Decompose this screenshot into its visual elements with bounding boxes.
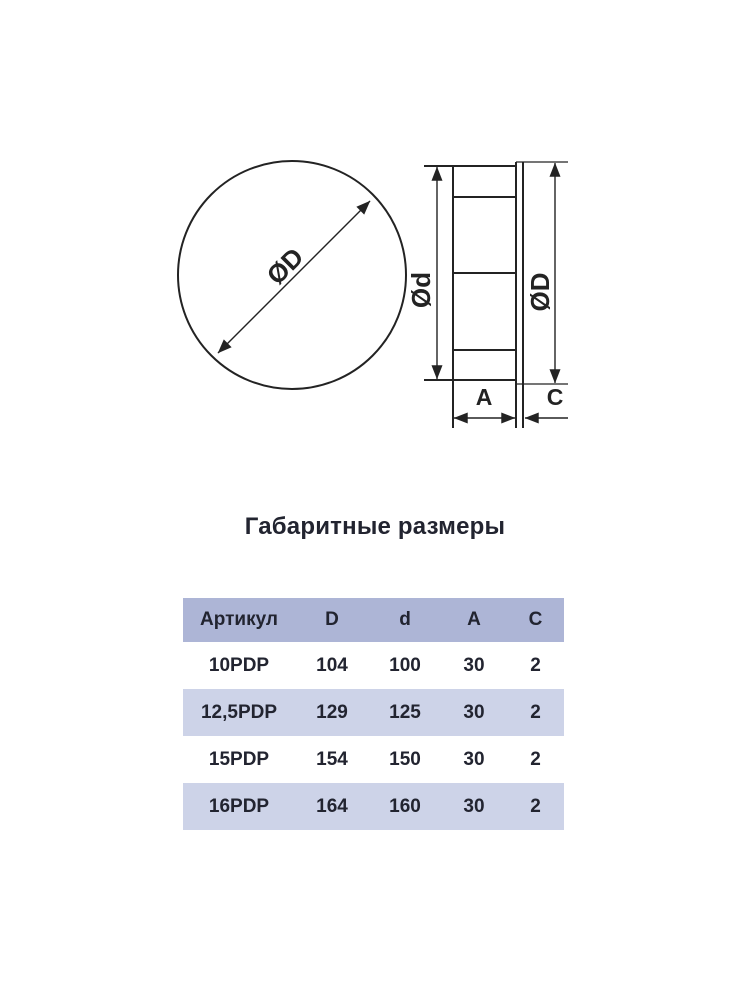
cell-C: 2: [530, 701, 541, 723]
cell-d: 125: [389, 701, 421, 723]
spec-table: [183, 598, 564, 830]
side-view: [406, 162, 568, 428]
cell-C: 2: [530, 795, 541, 817]
cell-d: 100: [389, 654, 421, 676]
col-header-A: A: [467, 609, 481, 630]
cell-A: 30: [463, 795, 485, 817]
col-header-d: d: [399, 609, 411, 630]
cell-D: 104: [316, 654, 348, 676]
table-header-row: [183, 598, 564, 642]
front-diameter-label: ØD: [260, 241, 310, 291]
col-header-D: D: [325, 609, 339, 630]
cell-D: 164: [316, 795, 348, 817]
dimension-drawing: [0, 0, 750, 470]
cell-article: 16PDP: [208, 795, 270, 817]
depth-label: A: [475, 384, 493, 410]
cell-d: 160: [389, 795, 421, 817]
col-header-article: Артикул: [200, 609, 278, 630]
outer-diameter-label: ØD: [525, 272, 555, 312]
table-row: [183, 689, 564, 736]
table-row: [183, 783, 564, 830]
cell-C: 2: [530, 654, 541, 676]
cell-A: 30: [463, 701, 485, 723]
col-header-C: C: [528, 609, 543, 630]
cell-D: 154: [316, 748, 348, 770]
cell-A: 30: [463, 654, 485, 676]
flange-thickness-label: C: [546, 384, 564, 410]
cell-A: 30: [463, 748, 485, 770]
cell-article: 12,5PDP: [200, 701, 278, 723]
inner-diameter-label: Ød: [406, 271, 436, 309]
section-title: Габаритные размеры: [244, 513, 506, 540]
cell-article: 10PDP: [208, 654, 270, 676]
cell-article: 15PDP: [208, 748, 270, 770]
cell-d: 150: [389, 748, 421, 770]
table-row: [183, 736, 564, 783]
front-view: [178, 161, 406, 389]
table-row: [183, 642, 564, 689]
cell-C: 2: [530, 748, 541, 770]
cell-D: 129: [316, 701, 348, 723]
